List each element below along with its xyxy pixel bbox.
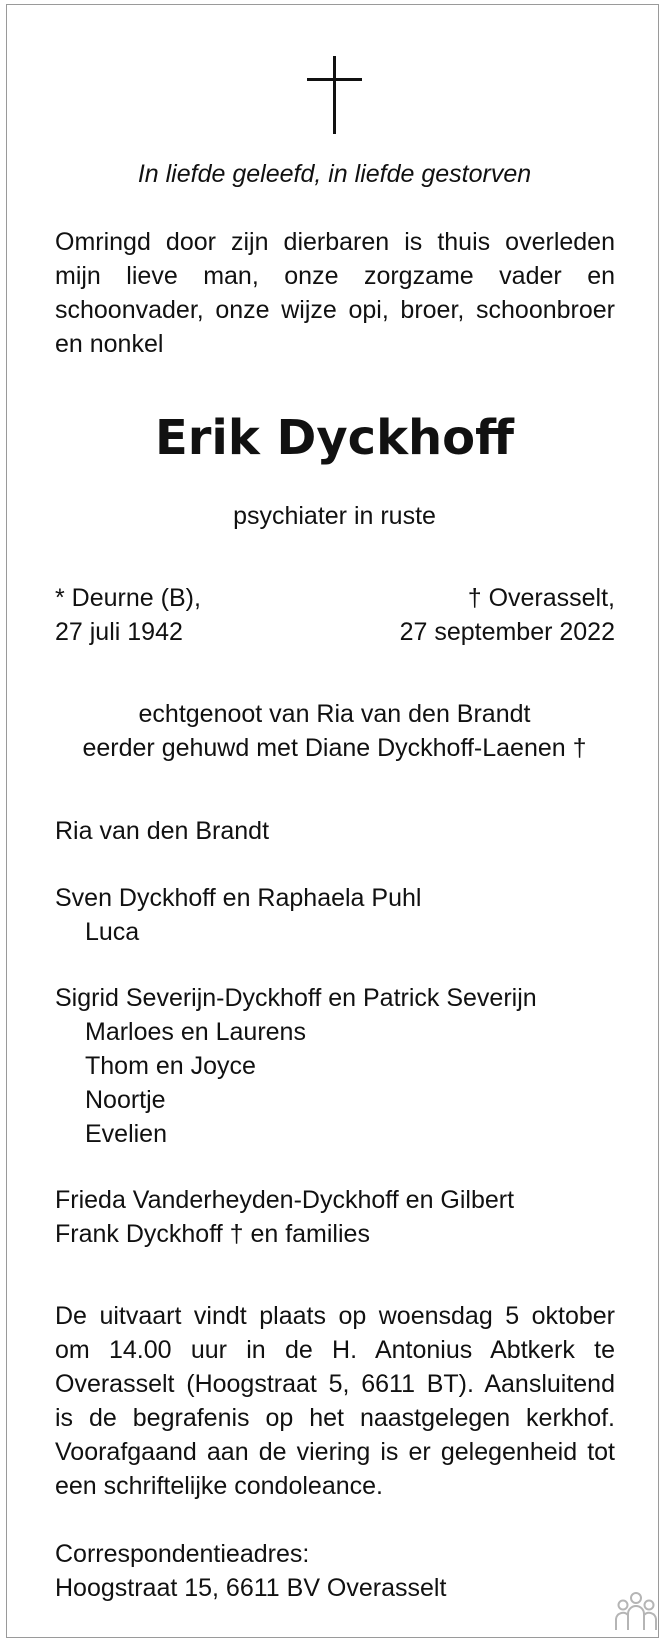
grandchild: Luca (85, 918, 140, 946)
motto: In liefde geleefd, in liefde gestorven (137, 160, 532, 188)
family-member: Frank Dyckhoff † en families (55, 1220, 370, 1248)
correspondence-label: Correspondentieadres: (55, 1540, 310, 1568)
funeral-line: De uitvaart vindt plaats op woensdag 5 oktober (55, 1302, 615, 1330)
grandchild: Noortje (85, 1086, 166, 1114)
spouse-line: echtgenoot van Ria van den Brandt (138, 700, 531, 728)
intro-line: mijn lieve man, onze zorgzame vader en (55, 262, 615, 290)
death-date: 27 september 2022 (399, 618, 615, 646)
funeral-line: Overasselt (Hoogstraat 5, 6611 BT). Aansluitend (55, 1370, 615, 1398)
death-place: † Overasselt, (467, 584, 615, 612)
family-member: Frieda Vanderheyden-Dyckhoff en Gilbert (55, 1186, 515, 1214)
previous-marriage: eerder gehuwd met Diane Dyckhoff-Laenen † (82, 734, 587, 762)
intro-line: en nonkel (55, 330, 164, 358)
funeral-line: een schriftelijke condoleance. (55, 1472, 383, 1500)
people-group-icon (613, 1590, 659, 1632)
funeral-line: om 14.00 uur in de H. Antonius Abtkerk te (55, 1336, 615, 1364)
family-member: Ria van den Brandt (55, 817, 270, 845)
deceased-name: Erik Dyckhoff (154, 410, 515, 466)
funeral-line: Voorafgaand aan de viering is er gelegenheid tot (55, 1438, 615, 1466)
grandchild: Evelien (85, 1120, 167, 1148)
intro-line: Omringd door zijn dierbaren is thuis overleden (55, 228, 615, 256)
birth-place: * Deurne (B), (55, 584, 201, 612)
funeral-line: is de begrafenis op het naastgelegen kerkhof. (55, 1404, 615, 1432)
grandchild: Marloes en Laurens (85, 1018, 306, 1046)
correspondence-address: Hoogstraat 15, 6611 BV Overasselt (55, 1574, 447, 1602)
profession: psychiater in ruste (233, 502, 436, 530)
family-member: Sven Dyckhoff en Raphaela Puhl (55, 884, 422, 912)
birth-date: 27 juli 1942 (55, 618, 183, 646)
grandchild: Thom en Joyce (85, 1052, 256, 1080)
family-member: Sigrid Severijn-Dyckhoff en Patrick Severijn (55, 984, 537, 1012)
intro-line: schoonvader, onze wijze opi, broer, schoonbroer (55, 296, 615, 324)
